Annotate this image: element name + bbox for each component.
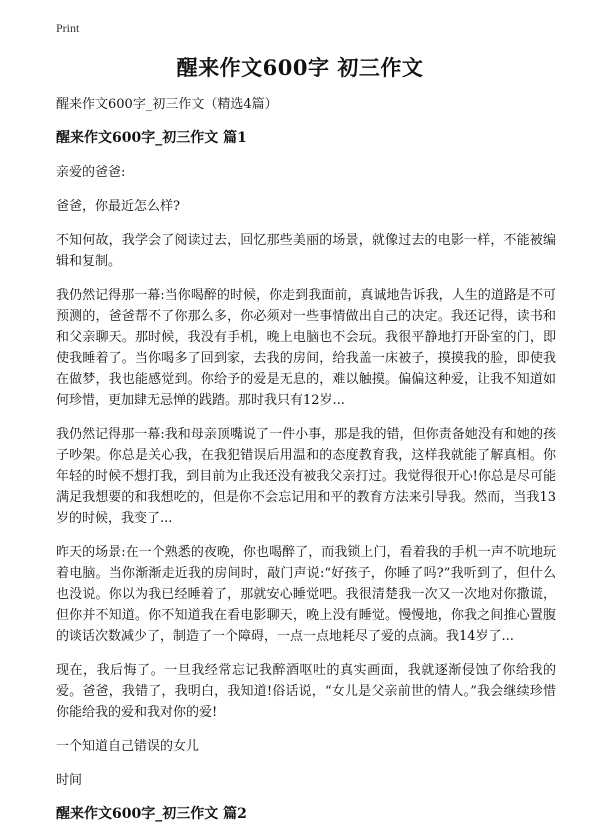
paragraph-date: 时间 (56, 773, 83, 788)
page-title: 醒来作文600字 初三作文 (176, 55, 424, 80)
section-heading-1: 醒来作文600字_初三作文 篇1 (56, 130, 247, 146)
paragraph-question: 爸爸，你最近怎么样? (56, 199, 180, 214)
paragraph-memory-3: 昨天的场景:在一个熟悉的夜晚，你也喝醉了，而我锁上门，看着我的手机一声不吭地玩着电脑。当你渐渐走近我的房间时，敲门声说:“好孩子，你睡了吗?”我听到了，但什么也没说。你以为我已经睡着了，那就安心睡觉吧。我很清楚我一次又一次地对你撒谎，但你并不知道。你不知道我在看电影聊天，晚上没有睡觉。慢慢地，你我之间推心置腹的谈话次数减少了，制造了一个障碍，一点一点地耗尽了爱的点滴。我14岁了... (56, 545, 556, 644)
paragraph-signature: 一个知道自己错误的女儿 (56, 739, 200, 754)
section-heading-2: 醒来作文600字_初三作文 篇2 (56, 806, 247, 822)
document-subtitle: 醒来作文600字_初三作文（精选4篇） (56, 97, 278, 112)
document-body (56, 94, 556, 838)
paragraph-memory-1: 我仍然记得那一幕:当你喝醉的时候，你走到我面前，真诚地告诉我，人生的道路是不可预测的，爸爸帮不了你那么多，你必须对一些事情做出自己的决定。我还记得，读书和和父亲聊天。那时候，我没有手机，晚上电脑也不会玩。我很平静地打开卧室的门，即使我睡着了。当你喝多了回到家，去我的房间，给我盖一床被子，摸摸我的脸，即使我在做梦，我也能感觉到。你给予的爱是无息的，难以触摸。偏偏这种爱，让我不知道如何珍惜，更加肆无忌惮的践踏。那时我只有12岁... (56, 288, 556, 408)
paragraph-greeting: 亲爱的爸爸: (56, 165, 126, 180)
paragraph-intro: 不知何故，我学会了阅读过去，回忆那些美丽的场景，就像过去的电影一样，不能被编辑和复制。 (56, 233, 556, 269)
paragraph-regret: 现在，我后悔了。一旦我经常忘记我醉酒呕吐的真实画面，我就逐渐侵蚀了你给我的爱。爸爸，我错了，我明白，我知道!俗话说，“女儿是父亲前世的情人。”我会继续珍惜你能给我的爱和我对你的爱! (56, 663, 556, 720)
paragraph-memory-2: 我仍然记得那一幕:我和母亲顶嘴说了一件小事，那是我的错，但你责备她没有和她的孩子吵架。你总是关心我，在我犯错误后用温和的态度教育我，这样我就能了解真相。你年轻的时候不想打我，到目前为止我还没有被我父亲打过。我觉得很开心!你总是尽可能满足我想要的和我想吃的，但是你不会忘记用和平的教育方法来引导我。然而，当我13岁的时候，我变了... (56, 427, 556, 526)
print-link[interactable]: Print (56, 21, 80, 35)
